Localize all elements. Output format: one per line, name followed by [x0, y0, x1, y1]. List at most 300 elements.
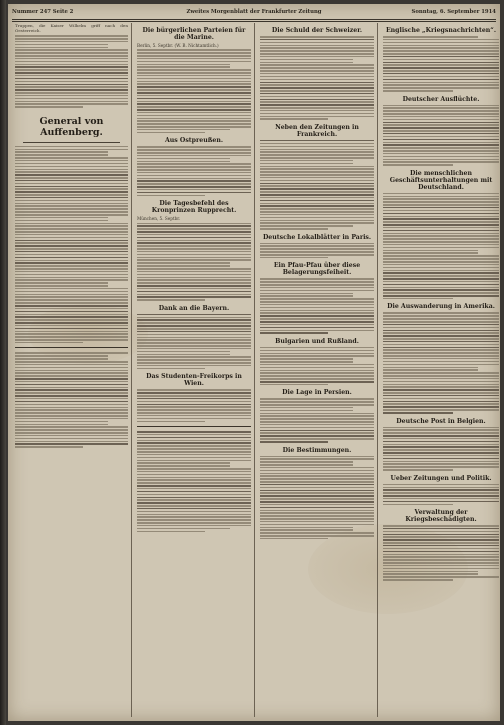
text-line	[260, 163, 353, 165]
text-line	[137, 282, 251, 284]
text-line	[137, 319, 251, 321]
text-line	[137, 98, 251, 100]
text-line	[383, 556, 499, 558]
text-line	[15, 342, 83, 344]
text-line	[383, 64, 499, 66]
text-line	[383, 264, 499, 266]
text-line	[15, 336, 128, 338]
text-line	[260, 370, 374, 372]
text-line	[383, 139, 499, 141]
text-line	[383, 124, 499, 126]
text-line	[137, 109, 251, 111]
text-line	[260, 475, 374, 477]
text-line	[383, 119, 499, 121]
text-line	[383, 164, 453, 166]
text-line	[260, 347, 374, 349]
text-line	[15, 389, 128, 391]
text-line	[137, 462, 230, 464]
text-line	[137, 126, 251, 128]
text-line	[137, 183, 251, 185]
text-line	[15, 288, 128, 290]
text-line	[383, 193, 499, 195]
text-line	[383, 250, 478, 252]
text-line	[383, 62, 499, 64]
text-line	[383, 312, 499, 314]
text-line	[15, 228, 128, 230]
text-line	[137, 482, 251, 484]
text-line	[137, 345, 251, 347]
text-line	[260, 495, 374, 497]
text-line	[15, 438, 128, 440]
text-line	[15, 381, 128, 383]
text-line	[137, 528, 230, 530]
text-line	[137, 448, 251, 450]
text-line	[260, 45, 374, 47]
text-line	[137, 348, 251, 350]
text-line	[137, 146, 251, 148]
article-heading: Deutsche Lokalblätter in Paris.	[262, 233, 372, 241]
text-line	[260, 441, 328, 443]
text-line	[260, 287, 374, 289]
text-line	[260, 432, 374, 434]
text-line	[260, 82, 374, 84]
text-line	[137, 129, 230, 131]
text-line	[15, 384, 128, 386]
text-line	[383, 201, 499, 203]
masthead-date: Sonntag, 6. September 1914	[411, 9, 496, 15]
text-line	[137, 479, 251, 481]
text-line	[260, 257, 328, 259]
text-line	[137, 519, 251, 521]
text-line	[137, 52, 251, 54]
text-line	[15, 279, 128, 281]
text-line	[260, 504, 374, 506]
text-line	[260, 140, 374, 142]
text-line	[383, 335, 499, 337]
text-line	[383, 238, 499, 240]
text-line	[15, 44, 108, 46]
text-line	[383, 531, 499, 533]
text-line	[137, 166, 251, 168]
text-line	[383, 551, 499, 553]
masthead-title: Zweites Morgenblatt der Frankfurter Zeitung	[186, 9, 322, 15]
text-line	[15, 208, 128, 210]
text-line	[260, 281, 374, 283]
text-line	[260, 458, 374, 460]
text-line	[15, 328, 128, 330]
text-line	[15, 316, 128, 318]
text-line	[383, 395, 499, 397]
text-line	[137, 516, 251, 518]
dateline: München, 5. Septbr.	[137, 216, 181, 222]
text-line	[137, 325, 251, 327]
text-line	[383, 341, 499, 343]
text-line	[260, 529, 353, 531]
text-line	[383, 84, 499, 86]
text-line	[15, 308, 128, 310]
text-line	[137, 92, 251, 94]
text-line	[137, 242, 251, 244]
text-line	[260, 421, 374, 423]
text-line	[137, 296, 251, 298]
text-line	[383, 59, 499, 61]
text-line	[383, 554, 499, 556]
article-heading: Dank an die Bayern.	[158, 304, 230, 312]
text-line	[260, 307, 374, 309]
text-line	[137, 58, 251, 60]
text-line	[137, 314, 251, 316]
text-line	[260, 430, 374, 432]
text-line	[260, 197, 374, 199]
text-line	[137, 451, 251, 453]
text-line	[260, 310, 374, 312]
text-line	[383, 449, 499, 451]
text-line	[383, 210, 499, 212]
text-line	[383, 107, 499, 109]
text-line	[137, 86, 251, 88]
text-line	[383, 298, 453, 300]
text-line	[260, 487, 374, 489]
article-heading: Die menschlichen Geschäftsunterhaltungen mit Deutschland.	[389, 169, 493, 191]
text-line	[15, 302, 128, 304]
text-line	[15, 157, 128, 159]
text-line	[260, 461, 353, 463]
text-line	[15, 220, 108, 222]
text-line	[260, 478, 374, 480]
text-line	[383, 144, 499, 146]
text-line	[383, 56, 499, 58]
text-line	[137, 477, 251, 479]
text-line	[383, 409, 499, 411]
text-line	[383, 116, 499, 118]
text-line	[260, 467, 374, 469]
article-heading: Das Studenten-Freikorps in Wien.	[146, 373, 242, 388]
text-line	[260, 104, 374, 106]
text-line	[260, 154, 374, 156]
masthead	[12, 7, 496, 20]
text-line	[383, 204, 499, 206]
text-line	[260, 174, 374, 176]
text-line	[137, 389, 251, 391]
text-line	[15, 75, 128, 77]
text-line	[137, 406, 251, 408]
text-line	[15, 211, 128, 213]
text-line	[260, 211, 374, 213]
text-line	[15, 251, 128, 253]
text-line	[137, 49, 251, 51]
text-line	[137, 237, 251, 239]
text-line	[260, 50, 374, 52]
text-line	[260, 535, 374, 537]
text-line	[137, 491, 251, 493]
text-line	[15, 285, 108, 287]
article-heading: Englische „Kriegsnachrichten“.	[385, 27, 497, 34]
text-line	[137, 415, 251, 417]
text-line	[15, 407, 128, 409]
text-line	[15, 95, 128, 97]
text-line	[383, 548, 499, 550]
text-line	[15, 387, 128, 389]
text-line	[137, 401, 251, 403]
text-line	[383, 542, 499, 544]
text-line	[383, 142, 499, 144]
article-heading: Ueber Zeitungen und Politik.	[390, 474, 492, 482]
text-line	[260, 214, 374, 216]
text-line	[260, 243, 374, 245]
text-line	[137, 412, 251, 414]
text-line	[137, 155, 251, 157]
text-line	[383, 403, 499, 405]
text-line	[383, 463, 499, 465]
text-line	[260, 315, 374, 317]
text-line	[383, 386, 499, 388]
text-line	[260, 79, 374, 81]
article-heading: Deutscher Ausflüchte.	[402, 95, 480, 103]
text-line	[383, 278, 499, 280]
text-line	[137, 223, 251, 225]
text-line	[383, 267, 499, 269]
text-line	[137, 172, 251, 174]
text-line	[137, 277, 251, 279]
text-line	[15, 106, 83, 108]
text-line	[15, 432, 128, 434]
text-line	[260, 166, 374, 168]
text-line	[260, 295, 353, 297]
text-line	[15, 412, 128, 414]
text-line	[15, 325, 128, 327]
text-line	[137, 66, 230, 68]
text-line	[260, 464, 353, 466]
text-line	[137, 265, 230, 267]
text-line	[137, 317, 251, 319]
text-line	[383, 82, 499, 84]
text-line	[15, 401, 128, 403]
text-line	[137, 471, 251, 473]
text-line	[137, 488, 251, 490]
text-line	[137, 132, 205, 134]
text-line	[137, 522, 251, 524]
text-line	[260, 110, 374, 112]
text-line	[15, 163, 128, 165]
text-line	[137, 251, 251, 253]
text-line	[15, 160, 128, 162]
text-line	[15, 274, 128, 276]
text-line	[137, 365, 251, 367]
text-line	[260, 418, 374, 420]
text-line	[260, 96, 374, 98]
text-line	[260, 208, 374, 210]
text-line	[383, 47, 499, 49]
text-line	[137, 502, 251, 504]
text-line	[383, 378, 499, 380]
text-line	[383, 573, 478, 575]
text-line	[383, 218, 499, 220]
text-line	[137, 497, 251, 499]
text-line	[15, 248, 128, 250]
text-line	[15, 375, 128, 377]
text-line	[383, 498, 499, 500]
text-line	[15, 296, 128, 298]
column-1	[12, 23, 132, 717]
text-line	[137, 192, 251, 194]
text-line	[383, 427, 499, 429]
text-line	[260, 205, 374, 207]
text-line	[137, 163, 251, 165]
text-line	[383, 444, 499, 446]
article-heading: Die bürgerlichen Parteien für die Marine.	[142, 27, 246, 41]
text-line	[383, 461, 499, 463]
text-line	[260, 143, 374, 145]
text-line	[15, 242, 128, 244]
text-line	[137, 485, 251, 487]
text-line	[383, 287, 499, 289]
text-line	[383, 562, 499, 564]
text-line	[260, 372, 374, 374]
text-line	[260, 228, 328, 230]
text-line	[137, 101, 251, 103]
text-line	[260, 194, 374, 196]
text-line	[137, 178, 251, 180]
text-line	[383, 429, 499, 431]
text-line	[260, 101, 374, 103]
text-line	[15, 262, 128, 264]
text-line	[260, 278, 374, 280]
text-line	[15, 177, 128, 179]
text-line	[137, 404, 251, 406]
text-line	[15, 217, 108, 219]
text-line	[383, 289, 499, 291]
text-line	[383, 327, 499, 329]
text-line	[383, 207, 499, 209]
text-line	[383, 576, 499, 578]
article-heading: Die Tagesbefehl des Kronprinzen Rupprecht.	[151, 200, 237, 215]
text-line	[383, 244, 499, 246]
text-line	[137, 279, 251, 281]
text-line	[260, 404, 374, 406]
text-line	[137, 195, 205, 197]
text-line	[260, 76, 374, 78]
text-line	[260, 225, 353, 227]
text-line	[260, 324, 374, 326]
text-line	[383, 398, 499, 400]
text-line	[383, 324, 499, 326]
text-line	[15, 370, 128, 372]
text-line	[260, 217, 374, 219]
text-line	[137, 89, 251, 91]
text-line	[383, 455, 499, 457]
text-line	[260, 251, 374, 253]
text-line	[15, 378, 128, 380]
text-line	[383, 113, 499, 115]
text-line	[15, 194, 128, 196]
text-line	[260, 532, 374, 534]
text-line	[137, 189, 251, 191]
text-line	[137, 285, 251, 287]
text-line	[383, 110, 499, 112]
text-line	[137, 294, 251, 296]
text-line	[137, 328, 251, 330]
text-line	[260, 321, 374, 323]
text-line	[260, 67, 374, 69]
text-line	[137, 149, 251, 151]
article-heading: Aus Ostpreußen.	[165, 137, 223, 145]
text-line	[383, 122, 499, 124]
text-line	[383, 213, 499, 215]
text-line	[15, 72, 128, 74]
text-line	[383, 435, 499, 437]
text-line	[15, 299, 128, 301]
text-line	[260, 293, 353, 295]
text-line	[383, 559, 499, 561]
text-line	[15, 260, 128, 262]
text-line	[260, 498, 374, 500]
text-line	[260, 99, 374, 101]
text-line	[383, 352, 499, 354]
text-line	[15, 69, 128, 71]
text-line	[383, 136, 499, 138]
text-line	[137, 351, 230, 353]
text-line	[383, 321, 499, 323]
text-line	[260, 53, 374, 55]
text-line	[15, 146, 128, 148]
text-line	[383, 224, 499, 226]
text-line	[137, 69, 251, 71]
text-line	[137, 409, 251, 411]
text-line	[15, 98, 128, 100]
text-line	[260, 188, 374, 190]
text-line	[260, 191, 374, 193]
text-line	[383, 87, 499, 89]
text-line	[137, 322, 251, 324]
text-line	[383, 198, 499, 200]
heading-rule	[23, 142, 120, 143]
text-line	[15, 166, 128, 168]
text-line	[260, 312, 374, 314]
text-line	[15, 86, 128, 88]
text-line	[383, 528, 499, 530]
text-line	[260, 332, 328, 334]
text-line	[260, 87, 374, 89]
article-heading: Deutsche Post in Belgien.	[396, 417, 486, 425]
text-line	[383, 401, 499, 403]
text-line	[137, 354, 230, 356]
text-line	[383, 369, 478, 371]
text-line	[15, 38, 128, 40]
text-line	[137, 356, 251, 358]
text-line	[15, 214, 128, 216]
text-line	[260, 407, 353, 409]
text-line	[260, 298, 374, 300]
text-line	[15, 103, 128, 105]
text-line	[260, 304, 374, 306]
text-line	[15, 435, 128, 437]
text-line	[15, 426, 128, 428]
text-line	[15, 197, 128, 199]
text-line	[383, 466, 499, 468]
text-line	[15, 174, 128, 176]
text-line	[137, 175, 251, 177]
text-line	[15, 424, 108, 426]
text-line	[383, 133, 499, 135]
text-line	[15, 81, 128, 83]
text-line	[15, 392, 128, 394]
text-line	[15, 398, 128, 400]
text-line	[383, 233, 499, 235]
text-line	[383, 372, 499, 374]
text-line	[383, 270, 499, 272]
text-line	[15, 291, 128, 293]
text-line	[15, 265, 128, 267]
